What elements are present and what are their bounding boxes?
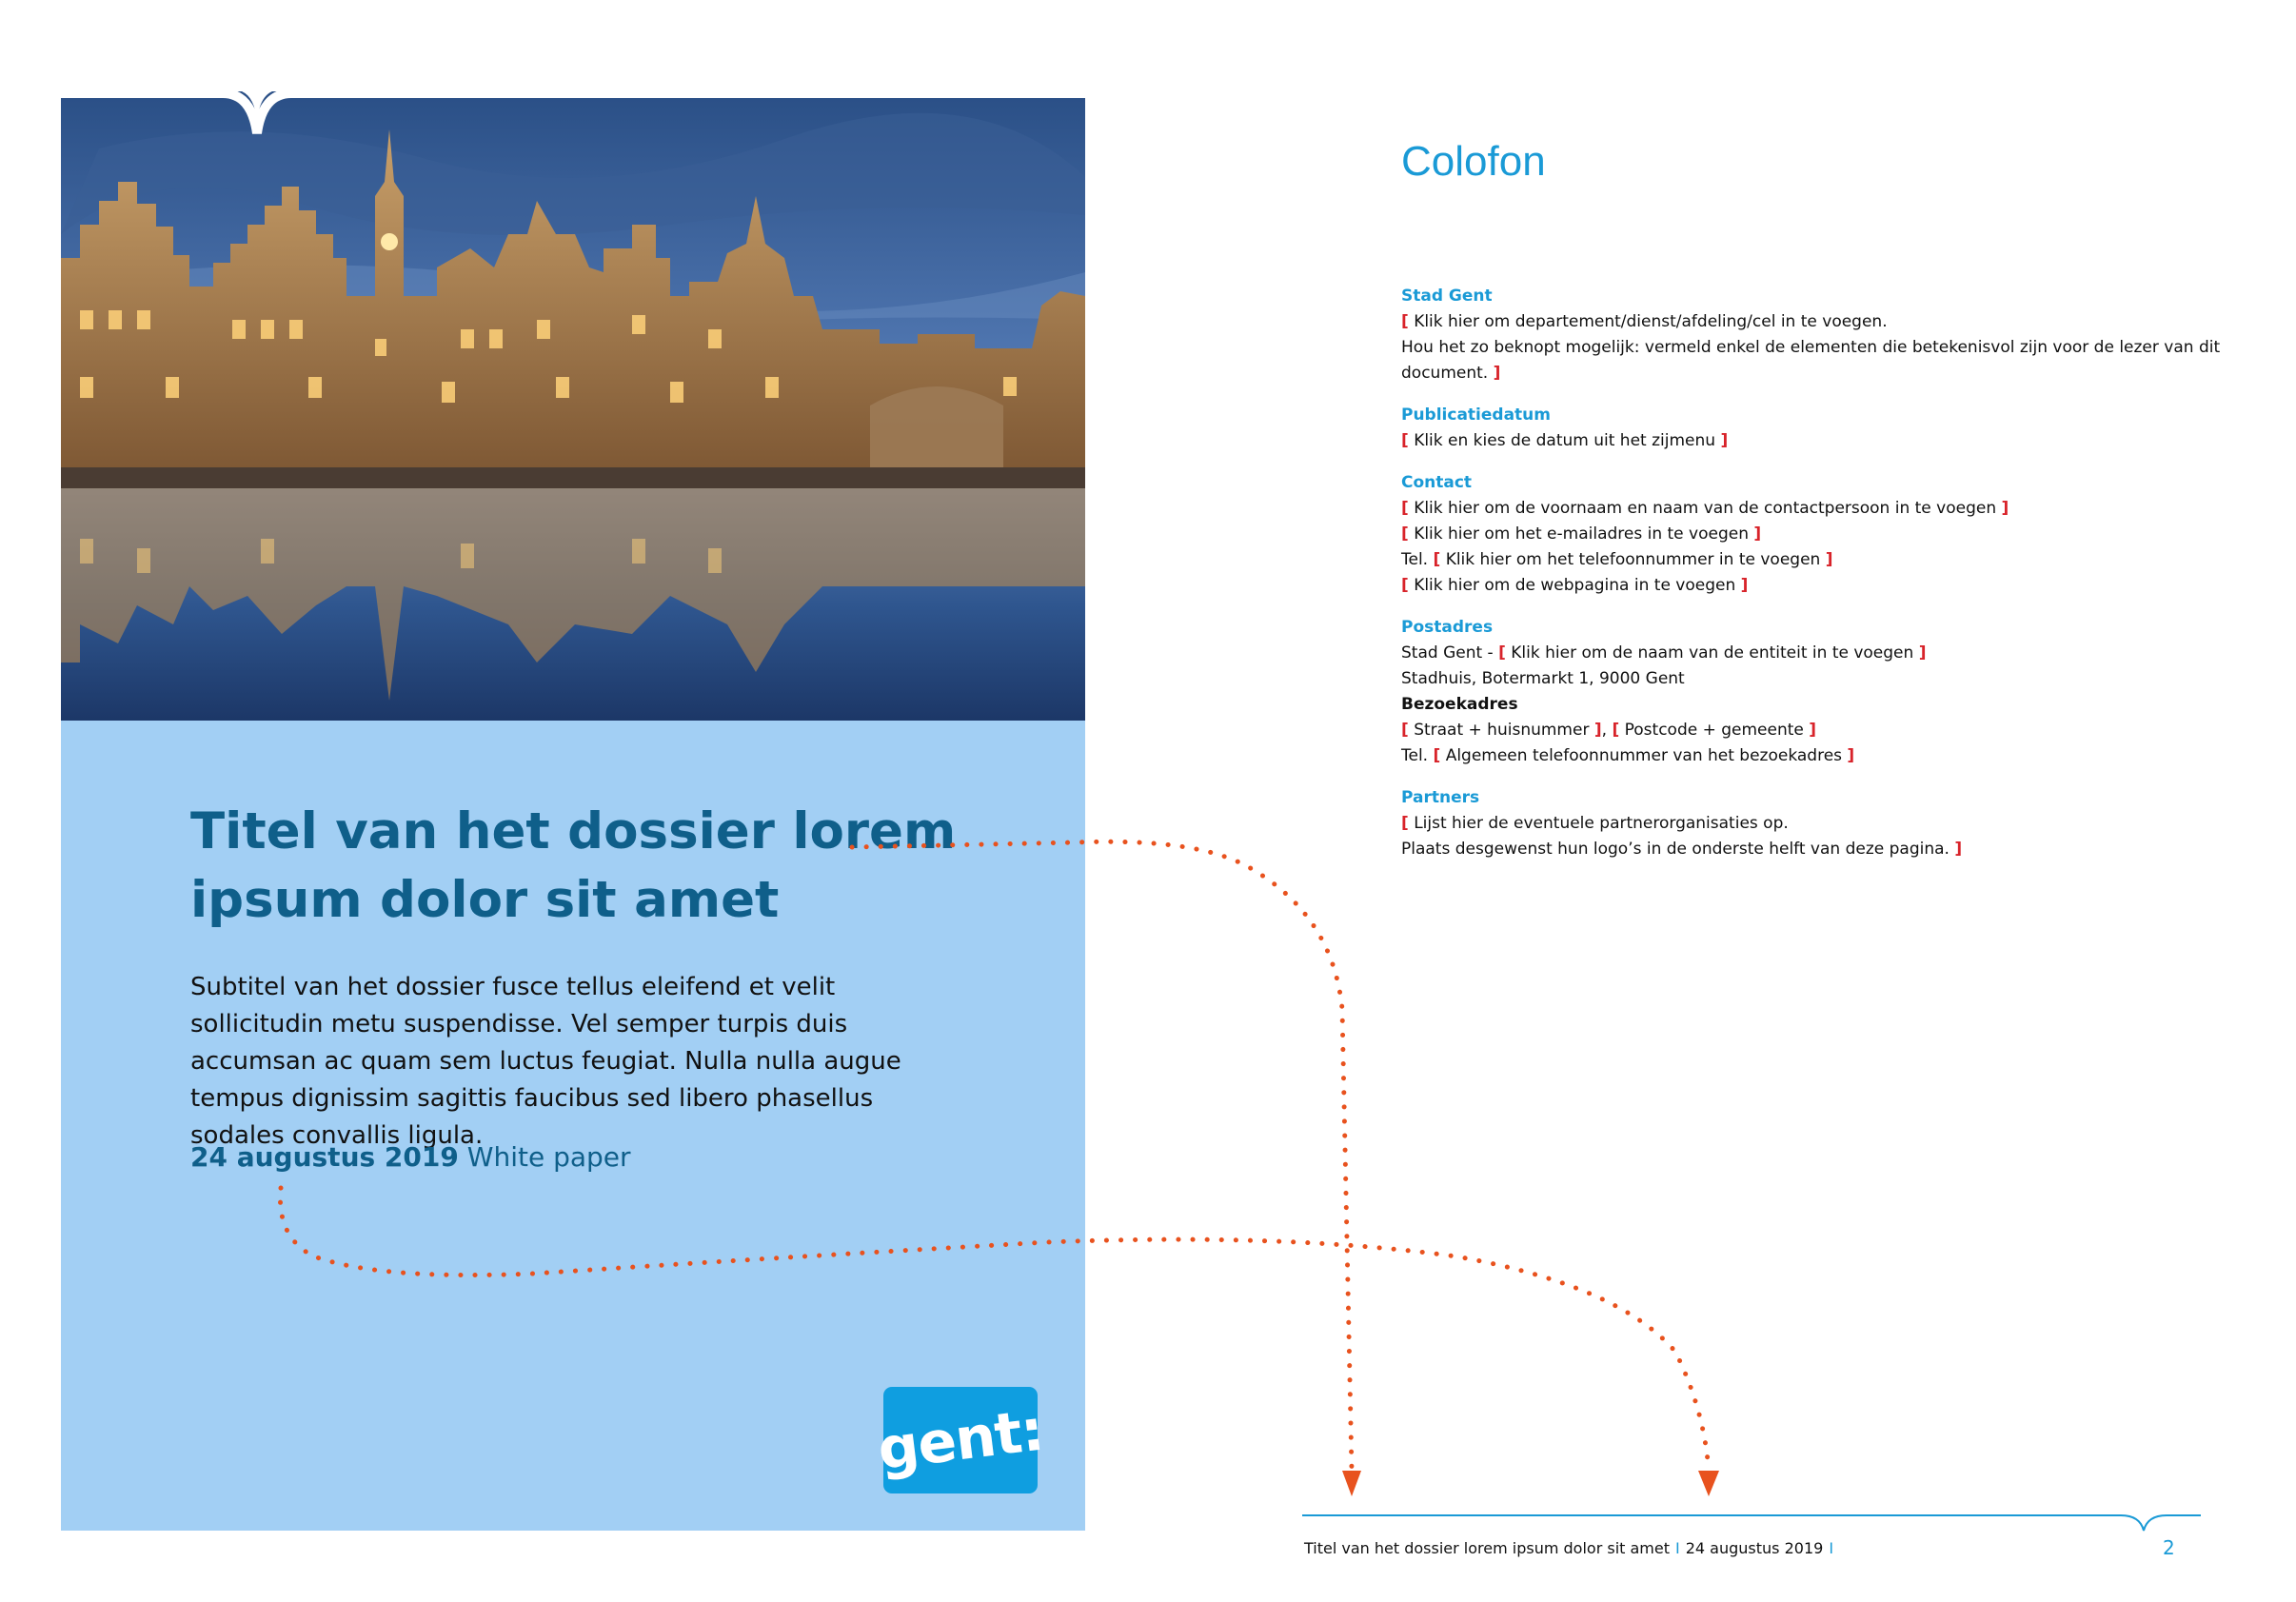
footer-separator: I (1829, 1539, 1834, 1557)
placeholder-partner-logos[interactable]: Plaats desgewenst hun logo’s in de onderste helft van deze pagina. ] (1401, 840, 1963, 859)
placeholder-telefoon[interactable]: Tel. [ Klik hier om het telefoonnummer in te voegen ] (1401, 550, 1833, 569)
placeholder-bezoekadres[interactable]: [ Straat + huisnummer ], [ Postcode + gemeente ] (1401, 721, 1817, 740)
footer-rule (1302, 1506, 2201, 1534)
postadres-address: Stadhuis, Botermarkt 1, 9000 Gent (1401, 669, 1685, 688)
arrow-head-title (1342, 1471, 1361, 1496)
colofon-title: Colofon (1401, 138, 1546, 185)
gent-logo-text: gent: (874, 1396, 1047, 1484)
placeholder-datum[interactable]: [ Klik en kies de datum uit het zijmenu ] (1401, 431, 1729, 450)
section-publicatiedatum (1401, 403, 2222, 454)
footer-text (1304, 1538, 1839, 1559)
placeholder-departement[interactable]: [ Klik hier om departement/dienst/afdeling/cel in te voegen. (1401, 312, 1888, 331)
stad-gent-heading: Stad Gent (1401, 287, 1493, 306)
section-postadres (1401, 615, 2222, 769)
bezoekadres-heading: Bezoekadres (1401, 695, 1518, 714)
contact-heading: Contact (1401, 473, 1473, 492)
placeholder-partners[interactable]: [ Lijst hier de eventuele partnerorganisaties op. (1401, 814, 1789, 833)
placeholder-entiteit[interactable]: Stad Gent - [ Klik hier om de naam van de entiteit in te voegen ] (1401, 643, 1927, 663)
colofon-body (1401, 284, 2222, 879)
cover-subtitle: Subtitel van het dossier fusce tellus eleifend et velit sollicitudin metu suspendisse. Vel semper turpis duis accumsan ac quam sem luctus feugiat. Nulla nulla augue tempus dignissim sagittis faucibus sed libero phasellus sodales convallis ligula. (190, 973, 901, 1150)
footer-date: 24 augustus 2019 (1685, 1539, 1824, 1557)
gent-logo (874, 1387, 1047, 1493)
page-number: 2 (2163, 1536, 2175, 1559)
cover-photo (61, 91, 1085, 722)
cover-doc-type: White paper (466, 1141, 631, 1173)
placeholder-contactpersoon[interactable]: [ Klik hier om de voornaam en naam van de contactpersoon in te voegen ] (1401, 499, 2009, 518)
placeholder-webpagina[interactable]: [ Klik hier om de webpagina in te voegen ] (1401, 576, 1749, 595)
postadres-heading: Postadres (1401, 618, 1494, 637)
partners-heading: Partners (1401, 788, 1480, 807)
cover-date: 24 augustus 2019 (190, 1141, 459, 1173)
footer-title: Titel van het dossier lorem ipsum dolor sit amet (1304, 1539, 1671, 1557)
footer-separator: I (1675, 1539, 1680, 1557)
arrow-head-date (1698, 1471, 1719, 1496)
cover-meta (190, 1140, 631, 1175)
cover-title: Titel van het dossier lorem ipsum dolor sit amet (190, 802, 957, 929)
section-contact (1401, 470, 2222, 599)
cover-notch (61, 89, 1085, 139)
placeholder-bezoek-telefoon[interactable]: Tel. [ Algemeen telefoonnummer van het bezoekadres ] (1401, 746, 1855, 765)
section-partners (1401, 785, 2222, 862)
publicatiedatum-heading: Publicatiedatum (1401, 405, 1552, 425)
placeholder-email[interactable]: [ Klik hier om het e-mailadres in te voegen ] (1401, 524, 1762, 544)
placeholder-departement-hint[interactable]: Hou het zo beknopt mogelijk: vermeld enkel de elementen die betekenisvol zijn voor de lezer van dit document. ] (1401, 338, 2221, 383)
section-stad-gent (1401, 284, 2222, 386)
